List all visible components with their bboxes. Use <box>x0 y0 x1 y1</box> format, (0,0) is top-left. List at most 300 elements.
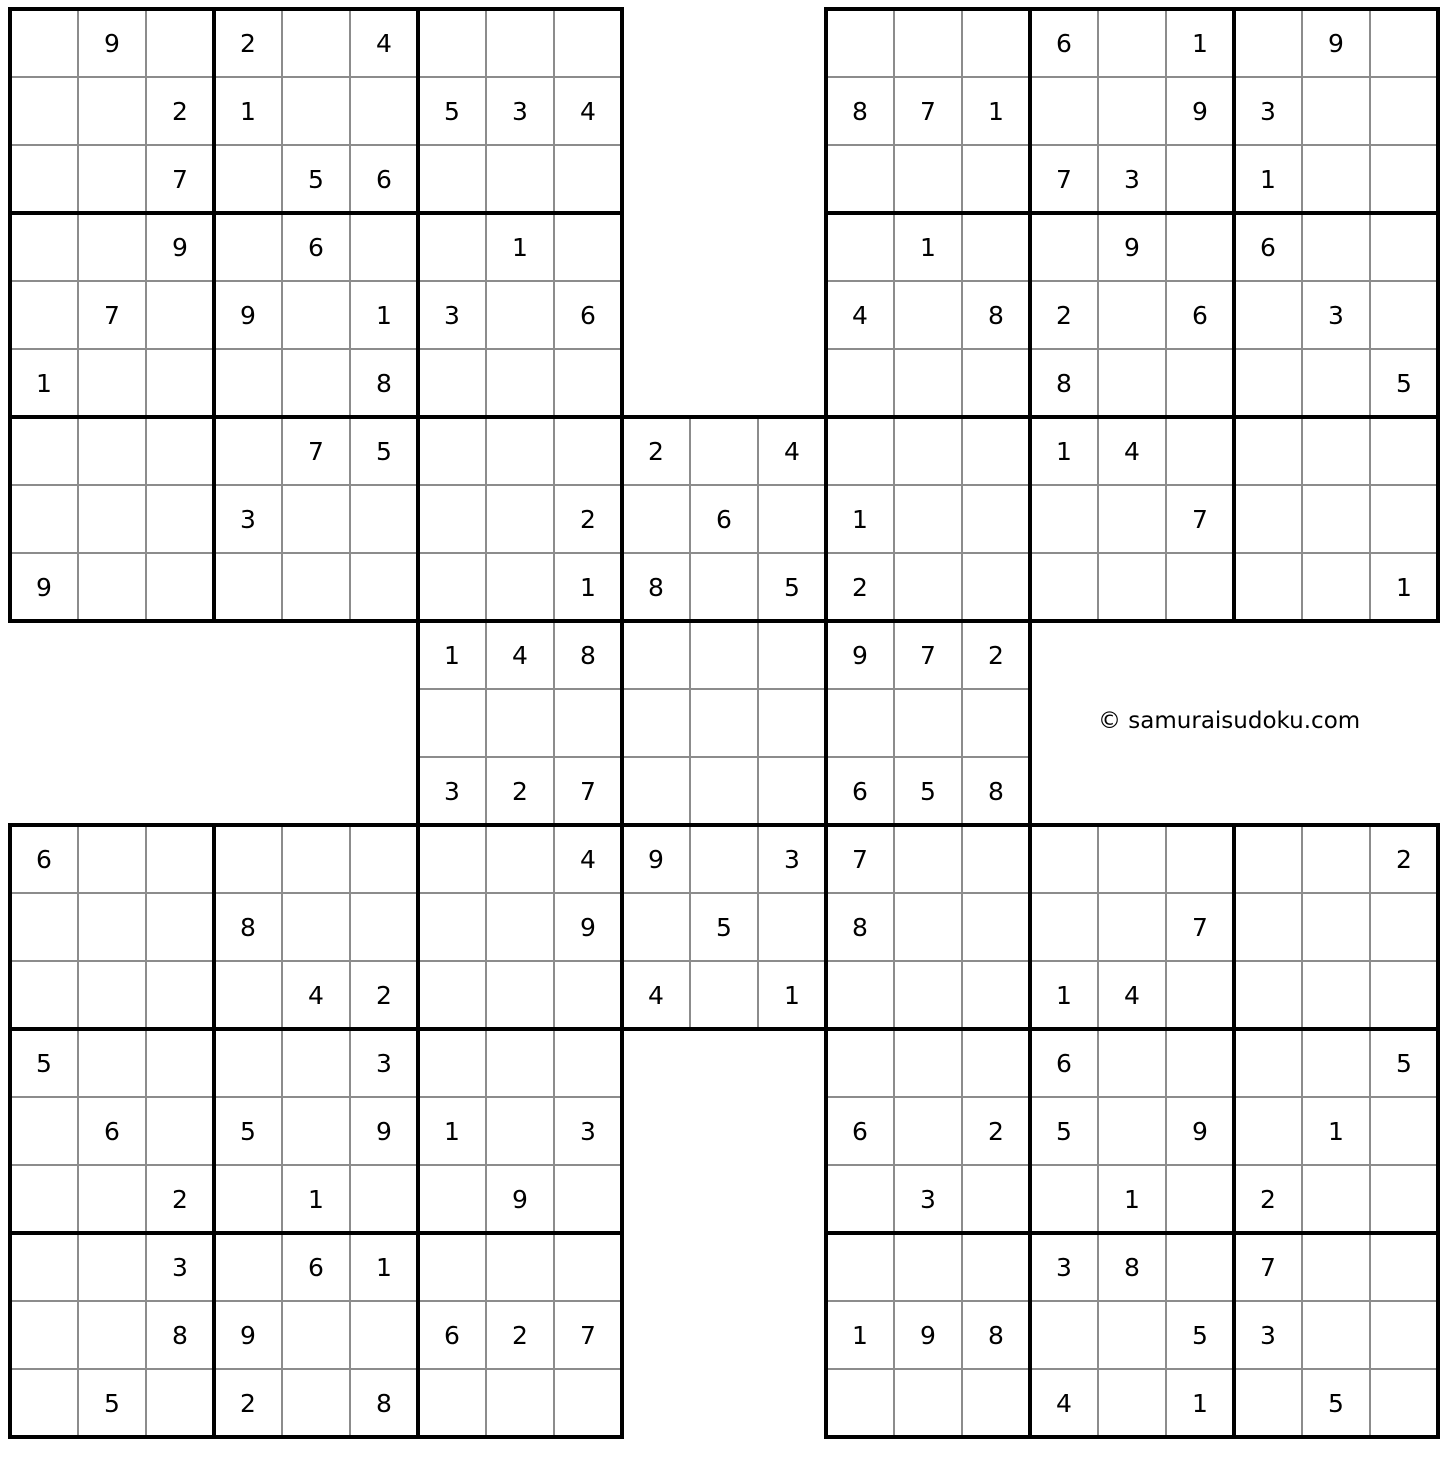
sudoku-cell-r11c14[interactable] <box>894 689 962 757</box>
sudoku-cell-r7c20[interactable] <box>1302 417 1370 485</box>
sudoku-cell-r15c18[interactable] <box>1166 961 1234 1029</box>
sudoku-cell-r13c15[interactable] <box>962 825 1030 893</box>
sudoku-cell-r13c8[interactable] <box>486 825 554 893</box>
sudoku-cell-r16c2[interactable] <box>78 1029 146 1097</box>
sudoku-cell-r15c10: 4 <box>648 980 664 1010</box>
sudoku-cell-r16c14[interactable] <box>894 1029 962 1097</box>
sudoku-cell-r16c15[interactable] <box>962 1029 1030 1097</box>
sudoku-cell-r9c6[interactable] <box>350 553 418 621</box>
sudoku-cell-r8c2[interactable] <box>78 485 146 553</box>
sudoku-cell-r2c9: 4 <box>580 96 596 126</box>
sudoku-cell-r18c4[interactable] <box>214 1165 282 1233</box>
sudoku-cell-r18c16[interactable] <box>1030 1165 1098 1233</box>
bottom_right-thin-hline <box>826 960 1438 962</box>
sudoku-cell-r6c7[interactable] <box>418 349 486 417</box>
sudoku-cell-r16c4[interactable] <box>214 1029 282 1097</box>
sudoku-cell-r7c9[interactable] <box>554 417 622 485</box>
sudoku-cell-r11c11[interactable] <box>690 689 758 757</box>
sudoku-cell-r8c8[interactable] <box>486 485 554 553</box>
sudoku-cell-r6c8[interactable] <box>486 349 554 417</box>
sudoku-cell-r4c20[interactable] <box>1302 213 1370 281</box>
sudoku-cell-r9c16[interactable] <box>1030 553 1098 621</box>
sudoku-cell-r8c16[interactable] <box>1030 485 1098 553</box>
sudoku-cell-r18c6[interactable] <box>350 1165 418 1233</box>
top_left-box-hline <box>8 7 624 11</box>
sudoku-cell-r20c21[interactable] <box>1370 1301 1438 1369</box>
sudoku-cell-r8c11: 6 <box>716 504 732 534</box>
sudoku-cell-r8c1[interactable] <box>10 485 78 553</box>
sudoku-cell-r8c20[interactable] <box>1302 485 1370 553</box>
sudoku-cell-r9c20[interactable] <box>1302 553 1370 621</box>
sudoku-cell-r4c5: 6 <box>308 232 324 262</box>
sudoku-cell-r2c18: 9 <box>1192 96 1208 126</box>
sudoku-cell-r7c19[interactable] <box>1234 417 1302 485</box>
sudoku-cell-r14c16[interactable] <box>1030 893 1098 961</box>
sudoku-cell-r13c3[interactable] <box>146 825 214 893</box>
sudoku-cell-r8c19[interactable] <box>1234 485 1302 553</box>
sudoku-cell-r15c2[interactable] <box>78 961 146 1029</box>
sudoku-cell-r5c1[interactable] <box>10 281 78 349</box>
sudoku-cell-r19c9[interactable] <box>554 1233 622 1301</box>
sudoku-cell-r4c1[interactable] <box>10 213 78 281</box>
sudoku-cell-r1c17[interactable] <box>1098 9 1166 77</box>
sudoku-cell-r15c12: 1 <box>784 980 800 1010</box>
sudoku-cell-r18c15[interactable] <box>962 1165 1030 1233</box>
sudoku-cell-r19c1[interactable] <box>10 1233 78 1301</box>
sudoku-cell-r6c3[interactable] <box>146 349 214 417</box>
sudoku-cell-r6c13[interactable] <box>826 349 894 417</box>
sudoku-cell-r3c7[interactable] <box>418 145 486 213</box>
sudoku-cell-r20c16[interactable] <box>1030 1301 1098 1369</box>
sudoku-cell-r3c8[interactable] <box>486 145 554 213</box>
sudoku-cell-r15c7[interactable] <box>418 961 486 1029</box>
sudoku-cell-r13c16[interactable] <box>1030 825 1098 893</box>
sudoku-cell-r19c17: 8 <box>1124 1252 1140 1282</box>
bottom_left-thin-hline <box>10 960 622 962</box>
top_right-thin-vline <box>1165 9 1167 621</box>
sudoku-cell-r14c7[interactable] <box>418 893 486 961</box>
sudoku-cell-r19c21[interactable] <box>1370 1233 1438 1301</box>
sudoku-cell-r2c2[interactable] <box>78 77 146 145</box>
sudoku-cell-r19c19: 7 <box>1260 1252 1276 1282</box>
sudoku-cell-r3c18[interactable] <box>1166 145 1234 213</box>
sudoku-cell-r14c21[interactable] <box>1370 893 1438 961</box>
sudoku-cell-r2c17[interactable] <box>1098 77 1166 145</box>
sudoku-cell-r7c14[interactable] <box>894 417 962 485</box>
sudoku-cell-r8c7[interactable] <box>418 485 486 553</box>
sudoku-cell-r15c11[interactable] <box>690 961 758 1029</box>
sudoku-cell-r11c13[interactable] <box>826 689 894 757</box>
sudoku-cell-r3c1[interactable] <box>10 145 78 213</box>
sudoku-cell-r1c21[interactable] <box>1370 9 1438 77</box>
sudoku-cell-r19c14[interactable] <box>894 1233 962 1301</box>
sudoku-cell-r2c21[interactable] <box>1370 77 1438 145</box>
sudoku-cell-r21c15[interactable] <box>962 1369 1030 1437</box>
sudoku-cell-r21c5[interactable] <box>282 1369 350 1437</box>
sudoku-cell-r12c10[interactable] <box>622 757 690 825</box>
sudoku-cell-r12c12[interactable] <box>758 757 826 825</box>
sudoku-cell-r21c8[interactable] <box>486 1369 554 1437</box>
sudoku-cell-r2c13: 8 <box>852 96 868 126</box>
sudoku-cell-r9c3[interactable] <box>146 553 214 621</box>
sudoku-cell-r2c4: 1 <box>240 96 256 126</box>
sudoku-cell-r13c4[interactable] <box>214 825 282 893</box>
sudoku-cell-r8c10[interactable] <box>622 485 690 553</box>
sudoku-cell-r5c8[interactable] <box>486 281 554 349</box>
sudoku-cell-r13c21: 2 <box>1396 844 1412 874</box>
sudoku-cell-r16c9[interactable] <box>554 1029 622 1097</box>
sudoku-cell-r18c8: 9 <box>512 1184 528 1214</box>
sudoku-cell-r18c7[interactable] <box>418 1165 486 1233</box>
sudoku-cell-r16c19[interactable] <box>1234 1029 1302 1097</box>
sudoku-cell-r15c19[interactable] <box>1234 961 1302 1029</box>
sudoku-cell-r8c6[interactable] <box>350 485 418 553</box>
sudoku-cell-r17c21[interactable] <box>1370 1097 1438 1165</box>
sudoku-cell-r11c9[interactable] <box>554 689 622 757</box>
sudoku-cell-r14c9: 9 <box>580 912 596 942</box>
bottom_left-box-hline <box>8 1231 624 1235</box>
sudoku-cell-r9c13: 2 <box>852 572 868 602</box>
sudoku-cell-r12c15: 8 <box>988 776 1004 806</box>
bottom_right-thin-hline <box>826 892 1438 894</box>
sudoku-cell-r21c7[interactable] <box>418 1369 486 1437</box>
sudoku-cell-r20c20[interactable] <box>1302 1301 1370 1369</box>
sudoku-cell-r16c13[interactable] <box>826 1029 894 1097</box>
sudoku-cell-r5c5[interactable] <box>282 281 350 349</box>
sudoku-cell-r19c18[interactable] <box>1166 1233 1234 1301</box>
top_right-thin-hline <box>826 144 1438 146</box>
sudoku-cell-r15c14[interactable] <box>894 961 962 1029</box>
sudoku-cell-r9c7[interactable] <box>418 553 486 621</box>
sudoku-cell-r9c18[interactable] <box>1166 553 1234 621</box>
sudoku-cell-r13c5[interactable] <box>282 825 350 893</box>
sudoku-cell-r15c20[interactable] <box>1302 961 1370 1029</box>
sudoku-cell-r12c14: 5 <box>920 776 936 806</box>
sudoku-cell-r15c21[interactable] <box>1370 961 1438 1029</box>
sudoku-cell-r10c12[interactable] <box>758 621 826 689</box>
sudoku-cell-r15c1[interactable] <box>10 961 78 1029</box>
sudoku-cell-r2c20[interactable] <box>1302 77 1370 145</box>
top_left-thin-vline <box>349 9 351 621</box>
sudoku-cell-r2c1[interactable] <box>10 77 78 145</box>
sudoku-cell-r9c9: 1 <box>580 572 596 602</box>
sudoku-cell-r11c10[interactable] <box>622 689 690 757</box>
sudoku-cell-r7c3[interactable] <box>146 417 214 485</box>
sudoku-cell-r1c16: 6 <box>1056 28 1072 58</box>
sudoku-cell-r4c21[interactable] <box>1370 213 1438 281</box>
sudoku-cell-r16c17[interactable] <box>1098 1029 1166 1097</box>
sudoku-cell-r12c9: 7 <box>580 776 596 806</box>
sudoku-cell-r7c15[interactable] <box>962 417 1030 485</box>
sudoku-cell-r19c7[interactable] <box>418 1233 486 1301</box>
top_left-thin-hline <box>10 280 622 282</box>
sudoku-cell-r5c17[interactable] <box>1098 281 1166 349</box>
sudoku-cell-r17c3[interactable] <box>146 1097 214 1165</box>
sudoku-cell-r15c13[interactable] <box>826 961 894 1029</box>
sudoku-cell-r6c14[interactable] <box>894 349 962 417</box>
sudoku-cell-r1c9[interactable] <box>554 9 622 77</box>
sudoku-cell-r10c11[interactable] <box>690 621 758 689</box>
sudoku-cell-r12c11[interactable] <box>690 757 758 825</box>
sudoku-cell-r20c7: 6 <box>444 1320 460 1350</box>
sudoku-cell-r4c15[interactable] <box>962 213 1030 281</box>
sudoku-cell-r18c21[interactable] <box>1370 1165 1438 1233</box>
sudoku-cell-r16c20[interactable] <box>1302 1029 1370 1097</box>
sudoku-cell-r11c7[interactable] <box>418 689 486 757</box>
sudoku-cell-r3c21[interactable] <box>1370 145 1438 213</box>
sudoku-cell-r15c15[interactable] <box>962 961 1030 1029</box>
sudoku-cell-r3c4[interactable] <box>214 145 282 213</box>
sudoku-cell-r2c7: 5 <box>444 96 460 126</box>
sudoku-cell-r18c2[interactable] <box>78 1165 146 1233</box>
sudoku-cell-r8c14[interactable] <box>894 485 962 553</box>
bottom_right-thin-vline <box>1301 825 1303 1437</box>
sudoku-cell-r1c15[interactable] <box>962 9 1030 77</box>
sudoku-cell-r8c17[interactable] <box>1098 485 1166 553</box>
sudoku-cell-r17c1[interactable] <box>10 1097 78 1165</box>
sudoku-cell-r15c3[interactable] <box>146 961 214 1029</box>
sudoku-cell-r18c18[interactable] <box>1166 1165 1234 1233</box>
sudoku-cell-r19c2[interactable] <box>78 1233 146 1301</box>
sudoku-cell-r4c9[interactable] <box>554 213 622 281</box>
sudoku-cell-r3c13[interactable] <box>826 145 894 213</box>
sudoku-cell-r6c20[interactable] <box>1302 349 1370 417</box>
top_right-thin-hline <box>826 280 1438 282</box>
sudoku-cell-r21c13[interactable] <box>826 1369 894 1437</box>
sudoku-cell-r4c2[interactable] <box>78 213 146 281</box>
sudoku-cell-r8c5[interactable] <box>282 485 350 553</box>
sudoku-cell-r2c14: 7 <box>920 96 936 126</box>
sudoku-cell-r4c13[interactable] <box>826 213 894 281</box>
sudoku-cell-r7c1[interactable] <box>10 417 78 485</box>
sudoku-cell-r13c18[interactable] <box>1166 825 1234 893</box>
sudoku-cell-r5c16: 2 <box>1056 300 1072 330</box>
sudoku-cell-r4c18[interactable] <box>1166 213 1234 281</box>
top_left-thin-vline <box>281 9 283 621</box>
bottom_right-thin-vline <box>961 825 963 1437</box>
sudoku-cell-r11c12[interactable] <box>758 689 826 757</box>
sudoku-cell-r6c9[interactable] <box>554 349 622 417</box>
sudoku-cell-r5c19[interactable] <box>1234 281 1302 349</box>
sudoku-cell-r3c20[interactable] <box>1302 145 1370 213</box>
sudoku-cell-r4c6[interactable] <box>350 213 418 281</box>
sudoku-cell-r14c20[interactable] <box>1302 893 1370 961</box>
sudoku-cell-r1c3[interactable] <box>146 9 214 77</box>
sudoku-cell-r7c2[interactable] <box>78 417 146 485</box>
sudoku-cell-r9c4[interactable] <box>214 553 282 621</box>
center-thin-hline <box>418 552 1030 554</box>
sudoku-cell-r17c5[interactable] <box>282 1097 350 1165</box>
sudoku-cell-r20c5[interactable] <box>282 1301 350 1369</box>
sudoku-cell-r6c2[interactable] <box>78 349 146 417</box>
sudoku-cell-r5c3[interactable] <box>146 281 214 349</box>
sudoku-cell-r1c19[interactable] <box>1234 9 1302 77</box>
sudoku-cell-r18c3: 2 <box>172 1184 188 1214</box>
sudoku-cell-r16c5[interactable] <box>282 1029 350 1097</box>
sudoku-cell-r21c3[interactable] <box>146 1369 214 1437</box>
sudoku-cell-r16c3[interactable] <box>146 1029 214 1097</box>
sudoku-cell-r3c5: 5 <box>308 164 324 194</box>
sudoku-cell-r7c7[interactable] <box>418 417 486 485</box>
sudoku-cell-r18c20[interactable] <box>1302 1165 1370 1233</box>
sudoku-cell-r13c20[interactable] <box>1302 825 1370 893</box>
sudoku-cell-r6c4[interactable] <box>214 349 282 417</box>
sudoku-cell-r18c13[interactable] <box>826 1165 894 1233</box>
sudoku-cell-r7c13[interactable] <box>826 417 894 485</box>
sudoku-cell-r2c6[interactable] <box>350 77 418 145</box>
sudoku-cell-r19c8[interactable] <box>486 1233 554 1301</box>
sudoku-cell-r21c17[interactable] <box>1098 1369 1166 1437</box>
sudoku-cell-r14c8[interactable] <box>486 893 554 961</box>
sudoku-cell-r3c9[interactable] <box>554 145 622 213</box>
sudoku-cell-r17c8[interactable] <box>486 1097 554 1165</box>
sudoku-cell-r7c18[interactable] <box>1166 417 1234 485</box>
sudoku-cell-r1c13[interactable] <box>826 9 894 77</box>
sudoku-cell-r8c12[interactable] <box>758 485 826 553</box>
sudoku-cell-r20c17[interactable] <box>1098 1301 1166 1369</box>
sudoku-cell-r21c19[interactable] <box>1234 1369 1302 1437</box>
sudoku-cell-r16c7[interactable] <box>418 1029 486 1097</box>
bottom_left-box-vline <box>620 823 624 1439</box>
top_left-box-vline <box>8 7 12 623</box>
sudoku-cell-r10c10[interactable] <box>622 621 690 689</box>
bottom_right-box-hline <box>824 1231 1440 1235</box>
sudoku-cell-r9c19[interactable] <box>1234 553 1302 621</box>
sudoku-cell-r9c2[interactable] <box>78 553 146 621</box>
sudoku-cell-r11c15[interactable] <box>962 689 1030 757</box>
sudoku-cell-r21c1[interactable] <box>10 1369 78 1437</box>
sudoku-cell-r7c12: 4 <box>784 436 800 466</box>
sudoku-cell-r19c15[interactable] <box>962 1233 1030 1301</box>
sudoku-cell-r17c13: 6 <box>852 1116 868 1146</box>
sudoku-cell-r13c19[interactable] <box>1234 825 1302 893</box>
sudoku-cell-r14c6[interactable] <box>350 893 418 961</box>
sudoku-cell-r5c21[interactable] <box>1370 281 1438 349</box>
sudoku-cell-r7c11[interactable] <box>690 417 758 485</box>
sudoku-cell-r15c17: 4 <box>1124 980 1140 1010</box>
sudoku-cell-r16c18[interactable] <box>1166 1029 1234 1097</box>
sudoku-cell-r14c17[interactable] <box>1098 893 1166 961</box>
sudoku-cell-r1c1[interactable] <box>10 9 78 77</box>
sudoku-cell-r9c14[interactable] <box>894 553 962 621</box>
sudoku-cell-r4c16[interactable] <box>1030 213 1098 281</box>
sudoku-cell-r3c2[interactable] <box>78 145 146 213</box>
sudoku-cell-r17c19[interactable] <box>1234 1097 1302 1165</box>
center-thin-vline <box>689 417 691 1029</box>
sudoku-cell-r19c20[interactable] <box>1302 1233 1370 1301</box>
sudoku-cell-r18c1[interactable] <box>10 1165 78 1233</box>
sudoku-cell-r1c14[interactable] <box>894 9 962 77</box>
center-thin-vline <box>757 417 759 1029</box>
sudoku-cell-r8c3[interactable] <box>146 485 214 553</box>
sudoku-cell-r6c5[interactable] <box>282 349 350 417</box>
bottom_left-thin-hline <box>10 1368 622 1370</box>
sudoku-cell-r14c2[interactable] <box>78 893 146 961</box>
sudoku-cell-r15c9[interactable] <box>554 961 622 1029</box>
sudoku-cell-r9c8[interactable] <box>486 553 554 621</box>
sudoku-cell-r20c1[interactable] <box>10 1301 78 1369</box>
sudoku-cell-r9c17[interactable] <box>1098 553 1166 621</box>
sudoku-cell-r4c4[interactable] <box>214 213 282 281</box>
sudoku-cell-r1c8[interactable] <box>486 9 554 77</box>
sudoku-cell-r19c13[interactable] <box>826 1233 894 1301</box>
sudoku-cell-r13c2[interactable] <box>78 825 146 893</box>
sudoku-cell-r2c16[interactable] <box>1030 77 1098 145</box>
sudoku-cell-r21c14[interactable] <box>894 1369 962 1437</box>
sudoku-cell-r8c21[interactable] <box>1370 485 1438 553</box>
sudoku-cell-r1c5[interactable] <box>282 9 350 77</box>
sudoku-cell-r6c18[interactable] <box>1166 349 1234 417</box>
sudoku-cell-r13c14[interactable] <box>894 825 962 893</box>
sudoku-cell-r13c7[interactable] <box>418 825 486 893</box>
sudoku-cell-r14c15[interactable] <box>962 893 1030 961</box>
sudoku-cell-r14c19[interactable] <box>1234 893 1302 961</box>
sudoku-cell-r5c14[interactable] <box>894 281 962 349</box>
sudoku-cell-r20c6[interactable] <box>350 1301 418 1369</box>
sudoku-cell-r14c10[interactable] <box>622 893 690 961</box>
sudoku-cell-r15c4[interactable] <box>214 961 282 1029</box>
sudoku-cell-r13c6[interactable] <box>350 825 418 893</box>
sudoku-cell-r7c4[interactable] <box>214 417 282 485</box>
sudoku-cell-r6c17[interactable] <box>1098 349 1166 417</box>
sudoku-cell-r9c1: 9 <box>36 572 52 602</box>
sudoku-cell-r9c5[interactable] <box>282 553 350 621</box>
sudoku-cell-r18c9[interactable] <box>554 1165 622 1233</box>
sudoku-cell-r11c8[interactable] <box>486 689 554 757</box>
bottom_left-box-hline <box>8 1435 624 1439</box>
sudoku-cell-r8c15[interactable] <box>962 485 1030 553</box>
sudoku-cell-r6c19[interactable] <box>1234 349 1302 417</box>
sudoku-cell-r17c14[interactable] <box>894 1097 962 1165</box>
sudoku-cell-r16c8[interactable] <box>486 1029 554 1097</box>
sudoku-cell-r20c2[interactable] <box>78 1301 146 1369</box>
sudoku-cell-r13c17[interactable] <box>1098 825 1166 893</box>
sudoku-cell-r9c11[interactable] <box>690 553 758 621</box>
bottom_right-thin-vline <box>1097 825 1099 1437</box>
sudoku-cell-r14c14[interactable] <box>894 893 962 961</box>
sudoku-cell-r4c7[interactable] <box>418 213 486 281</box>
sudoku-cell-r2c8: 3 <box>512 96 528 126</box>
sudoku-cell-r3c14[interactable] <box>894 145 962 213</box>
sudoku-cell-r14c12[interactable] <box>758 893 826 961</box>
sudoku-cell-r14c5[interactable] <box>282 893 350 961</box>
center-box-hline <box>416 619 1032 623</box>
sudoku-cell-r3c15[interactable] <box>962 145 1030 213</box>
sudoku-cell-r5c18: 6 <box>1192 300 1208 330</box>
sudoku-cell-r6c15[interactable] <box>962 349 1030 417</box>
sudoku-cell-r17c17[interactable] <box>1098 1097 1166 1165</box>
sudoku-cell-r7c8[interactable] <box>486 417 554 485</box>
sudoku-cell-r2c15: 1 <box>988 96 1004 126</box>
sudoku-cell-r7c16: 1 <box>1056 436 1072 466</box>
top_right-box-vline <box>1436 7 1440 623</box>
sudoku-cell-r15c8[interactable] <box>486 961 554 1029</box>
sudoku-cell-r13c11[interactable] <box>690 825 758 893</box>
sudoku-cell-r21c21[interactable] <box>1370 1369 1438 1437</box>
sudoku-cell-r20c13: 1 <box>852 1320 868 1350</box>
bottom_right-thin-hline <box>826 1164 1438 1166</box>
sudoku-cell-r14c3[interactable] <box>146 893 214 961</box>
sudoku-cell-r1c7[interactable] <box>418 9 486 77</box>
sudoku-cell-r14c1[interactable] <box>10 893 78 961</box>
sudoku-cell-r12c8: 2 <box>512 776 528 806</box>
sudoku-cell-r9c15[interactable] <box>962 553 1030 621</box>
sudoku-cell-r21c9[interactable] <box>554 1369 622 1437</box>
top_left-thin-vline <box>77 9 79 621</box>
sudoku-cell-r19c4[interactable] <box>214 1233 282 1301</box>
sudoku-cell-r2c5[interactable] <box>282 77 350 145</box>
sudoku-cell-r7c21[interactable] <box>1370 417 1438 485</box>
